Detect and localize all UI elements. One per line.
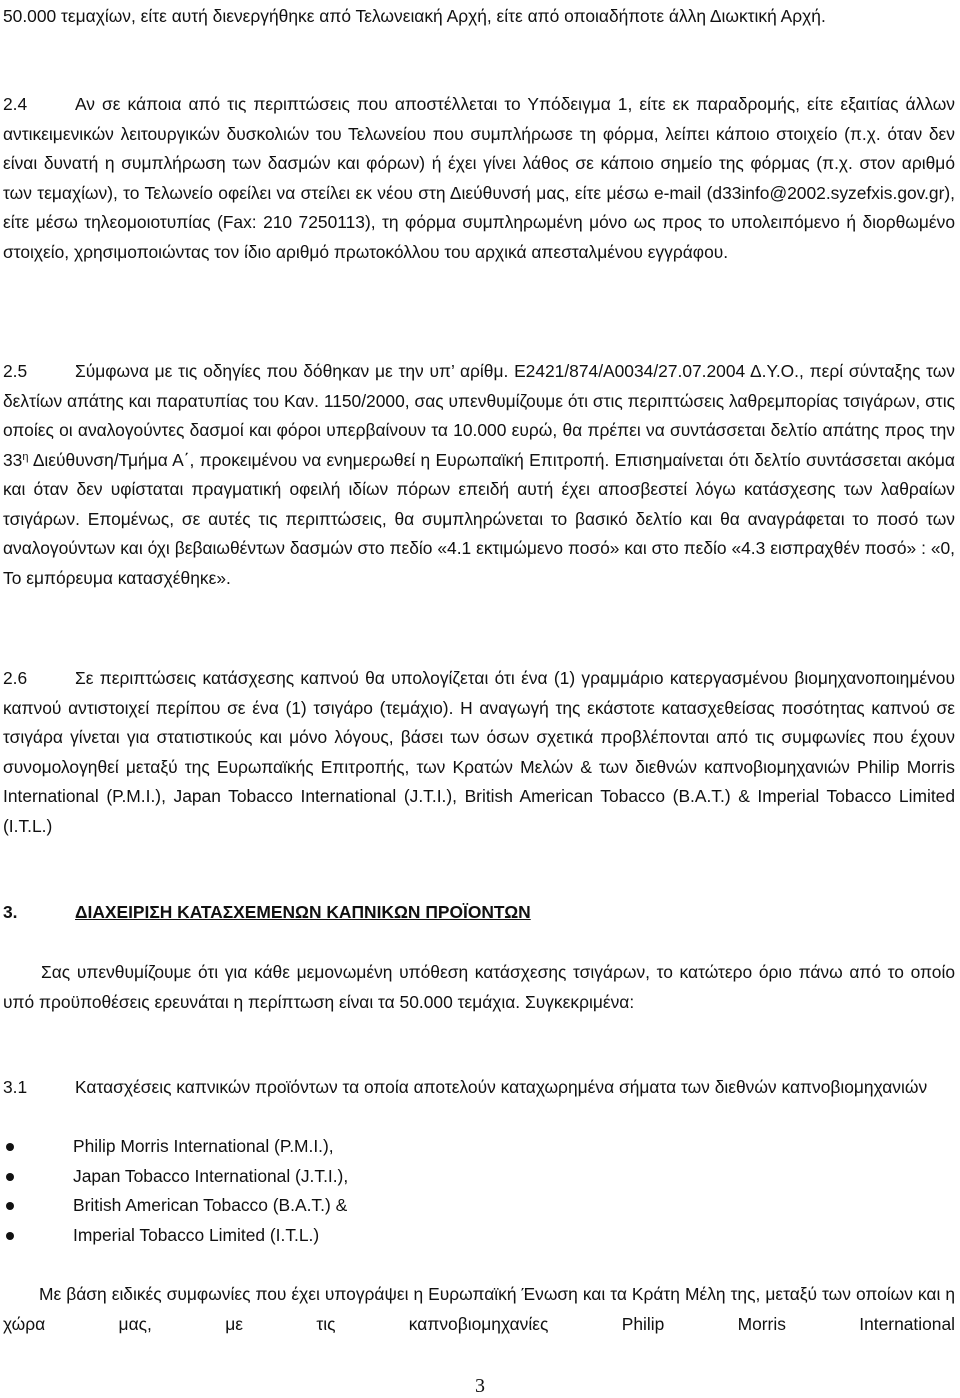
section-text-continued: Διεύθυνση/Τμήμα Α΄, προκειμένου να ενημερωθεί η Ευρωπαϊκή Επιτροπή. Επισημαίνεται ότι δελτίο συντάσσεται ακόμα και όταν δεν υφίσταται πραγματική οφειλή ιδίων πόρων επειδή αυτή έχει αποσβεστεί λόγω κατάσχεσης των λαθραίων τσιγάρων. Επομένως, σε αυτές τις περιπτώσεις, θα συμπληρώνεται το βασικό δελτίο και θα αναγράφεται το ποσό των αναλογούντων και όχι βεβαιωθέντων δασμών στο πεδίο «4.1 εκτιμώμενο ποσό» και στο πεδίο «4.3 εισπραχθέν ποσό» : «0, Το εμπόρευμα κατασχέθηκε». xyxy=(3,449,955,588)
section-number: 2.5 xyxy=(3,361,28,381)
section-number: 3. xyxy=(3,902,18,922)
bullet-icon xyxy=(6,1143,14,1151)
paragraph-2-6 xyxy=(3,664,955,841)
section-number: 2.4 xyxy=(3,94,28,114)
bullet-icon xyxy=(6,1232,14,1240)
list-item: Philip Morris International (P.M.I.), xyxy=(3,1132,903,1162)
section-text: Κατασχέσεις καπνικών προϊόντων τα οποία αποτελούν καταχωρημένα σήματα των διεθνών καπνοβιομηχανιών xyxy=(75,1077,928,1097)
paragraph-3-1 xyxy=(3,1073,955,1103)
list-item: Japan Tobacco International (J.T.I.), xyxy=(3,1162,903,1192)
section-heading-3 xyxy=(3,898,531,928)
section-title: ΔΙΑΧΕΙΡΙΣΗ ΚΑΤΑΣΧΕΜΕΝΩΝ ΚΑΠΝΙΚΩΝ ΠΡΟΪΟΝΤΩΝ xyxy=(75,902,531,922)
paragraph-2-5 xyxy=(3,357,955,593)
page-number: 3 xyxy=(475,1375,485,1397)
paragraph-closing: Με βάση ειδικές συμφωνίες που έχει υπογράψει η Ευρωπαϊκή Ένωση και τα Κράτη Μέλη της, μεταξύ των οποίων και η χώρα μας, με τις καπνοβιομηχανίες Philip Morris International xyxy=(3,1284,955,1334)
section-number: 3.1 xyxy=(3,1077,28,1097)
list-item: Imperial Tobacco Limited (I.T.L.) xyxy=(3,1221,903,1251)
superscript: η xyxy=(22,450,29,463)
paragraph-continuation: 50.000 τεμαχίων, είτε αυτή διενεργήθηκε από Τελωνειακή Αρχή, είτε από οποιαδήποτε άλλη Διωκτική Αρχή. xyxy=(3,6,826,26)
bullet-icon xyxy=(6,1173,14,1181)
bullet-list xyxy=(3,1132,903,1250)
section-text: Σύμφωνα με τις οδηγίες που δόθηκαν με την υπ’ αρίθμ. Ε2421/874/Α0034/27.07.2004 Δ.Υ.Ο., περί σύνταξης των δελτίων απάτης και παρατυπίας του Καν. 1150/2000, σας υπενθυμίζουμε ότι στις περιπτώσεις λαθρεμπορίας τσιγάρων, στις οποίες οι αναλογούντες δασμοί και φόροι υπερβαίνουν τα 10.000 ευρώ, θα πρέπει να συντάσσεται δελτίο απάτης προς την 33 xyxy=(3,361,955,470)
section-text: Αν σε κάποια από τις περιπτώσεις που αποστέλλεται το Υπόδειγμα 1, είτε εκ παραδρομής, είτε εξαιτίας άλλων αντικειμενικών λειτουργικών δυσκολιών του Τελωνείου που συμπλήρωσε τη φόρμα, λείπει κάποιο στοιχείο (π.χ. όταν δεν είναι δυνατή η συμπλήρωση των δασμών και φόρων) ή έχει γίνει λάθος σε κάποιο σημείο της φόρμας (π.χ. στον αριθμό των τεμαχίων), το Τελωνείο οφείλει να στείλει εκ νέου στη Διεύθυνσή μας, είτε μέσω e-mail (d33info@2002.syzefxis.gov.gr), είτε μέσω τηλεομοιοτυπίας (Fax: 210 7250113), τη φόρμα συμπληρωμένη μόνο ως προς το υπολειπόμενο ή διορθωμένο στοιχείο, χρησιμοποιώντας τον ίδιο αριθμό πρωτοκόλλου του αρχικά απεσταλμένου εγγράφου. xyxy=(3,94,955,262)
section-number: 2.6 xyxy=(3,668,28,688)
paragraph-3-intro: Σας υπενθυμίζουμε ότι για κάθε μεμονωμένη υπόθεση κατάσχεσης τσιγάρων, το κατώτερο όριο πάνω από το οποίο υπό προϋποθέσεις ερευνάται η περίπτωση είναι τα 50.000 τεμάχια. Συγκεκριμένα: xyxy=(3,962,955,1012)
list-item: British American Tobacco (B.A.T.) & xyxy=(3,1191,903,1221)
section-text: Σε περιπτώσεις κατάσχεσης καπνού θα υπολογίζεται ότι ένα (1) γραμμάριο κατεργασμένου βιομηχανοποιημένου καπνού αντιστοιχεί περίπου σε ένα (1) τσιγάρο (τεμάχιο). Η αναγωγή της εκάστοτε κατασχεθείσας ποσότητας καπνού σε τσιγάρα γίνεται για στατιστικούς και μόνο λόγους, βάσει των όσων σχετικά προβλέπονται από τις συμφωνίες που έχουν συνομολογηθεί μεταξύ της Ευρωπαϊκής Επιτροπής, των Κρατών Μελών & των διεθνών καπνοβιομηχανιών Philip Morris International (P.M.I.), Japan Tobacco International (J.T.I.), British American Tobacco (B.A.T.) & Imperial Tobacco Limited (I.T.L.) xyxy=(3,668,955,836)
bullet-icon xyxy=(6,1202,14,1210)
paragraph-2-4 xyxy=(3,90,955,267)
